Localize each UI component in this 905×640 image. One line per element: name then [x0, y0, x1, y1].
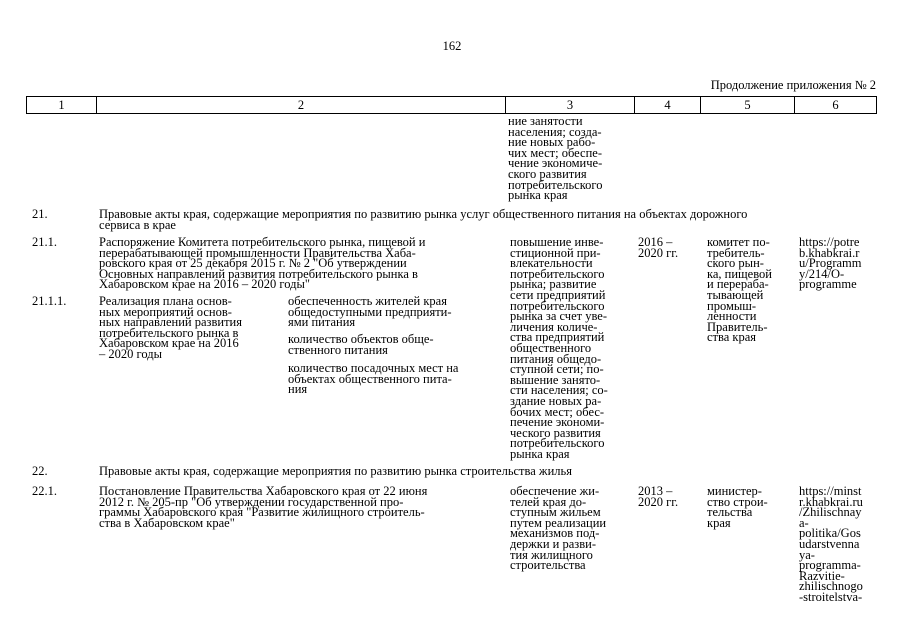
row-21-1-1-number: 21.1.1. — [32, 294, 67, 308]
header-col-2: 2 — [297, 98, 305, 112]
row-22-1-executor: министер- ство строи- тельства края — [707, 484, 768, 530]
section-21-number: 21. — [32, 207, 48, 221]
header-col-3: 3 — [566, 98, 574, 112]
header-col-6: 6 — [832, 98, 839, 112]
row-21-1-number: 21.1. — [32, 235, 57, 249]
continued-goal-cell: ние занятости населения; созда- ние новых рабо- чих мест; обеспе- чение экономиче- ского развития потребительского рынка края — [508, 114, 603, 203]
row-22-1-number: 22.1. — [32, 484, 57, 498]
header-col-1: 1 — [58, 98, 65, 112]
header-top-border — [26, 96, 876, 97]
header-bottom-border — [26, 113, 876, 114]
section-22-number: 22. — [32, 464, 48, 478]
row-21-1-1-measure: Реализация плана основ- ных мероприятий основ- ных направлений развития потребительского рынка в Хабаровском крае на 2016 – 2020 годы — [99, 294, 242, 361]
row-21-1-executor: комитет по- требитель- ского рын- ка, пищевой и перераба- тывающей промыш- ленности Правитель- ства края — [707, 235, 772, 345]
row-21-1-link: https://potre b.khabkrai.r u/Programm y/214/O- programme — [799, 235, 862, 292]
header-col-4: 4 — [664, 98, 671, 112]
indicator-seats-count: количество посадочных мест на объектах общественного пита- ния — [288, 361, 459, 397]
row-22-1-link: https://minst r.khabkrai.ru /Zhilischnay a- politika/Gos udarstvenna ya- programma- Razvitie- zhilischnogo -stroitelstva- — [799, 484, 863, 604]
header-divider — [876, 96, 877, 114]
continuation-label: Продолжение приложения № 2 — [710, 78, 876, 92]
row-22-1-document: Постановление Правительства Хабаровского края от 22 июня 2012 г. № 205-пр "Об утверждении государственной про- граммы Хабаровского края "Развитие жилищного строитель- ства в Хабаровском крае" — [99, 484, 428, 530]
header-col-5: 5 — [744, 98, 751, 112]
row-22-1-period: 2013 – 2020 гг. — [638, 484, 679, 509]
page-number: 162 — [442, 39, 462, 53]
section-21-title: Правовые акты края, содержащие мероприятия по развитию рынка услуг общественного питания на объектах дорожного сервиса в крае — [99, 207, 748, 232]
section-22-title: Правовые акты края, содержащие мероприятия по развитию рынка строительства жилья — [99, 464, 572, 478]
indicator-availability: обеспеченность жителей края общедоступными предприяти- ями питания — [288, 294, 452, 330]
indicator-objects-count: количество объектов обще- ственного питания — [288, 332, 434, 357]
row-21-1-period: 2016 – 2020 гг. — [638, 235, 679, 260]
row-21-1-goal: повышение инве- стиционной при- влекательности потребительского рынка; развитие сети предприятий потребительского рынка за счет уве- личения количе- ства предприятий общественного питания общедо- ступной сети; по- вышение занято- сти населения; со- здание новых ра- бочих мест; обес- печение экономи- ческого развития потребительского рынка края — [510, 235, 608, 461]
row-21-1-document: Распоряжение Комитета потребительского рынка, пищевой и перерабатывающей промышленности Правительства Хаба- ровского края от 25 декабря 2015 г. № 2 "Об утверждении Основных направлений развития потребительского рынка в Хабаровском крае на 2016 – 2020 годы" — [99, 235, 426, 292]
row-22-1-goal: обеспечение жи- телей края до- ступным жильем путем реализации механизмов под- держки и разви- тия жилищного строительства — [510, 484, 607, 573]
